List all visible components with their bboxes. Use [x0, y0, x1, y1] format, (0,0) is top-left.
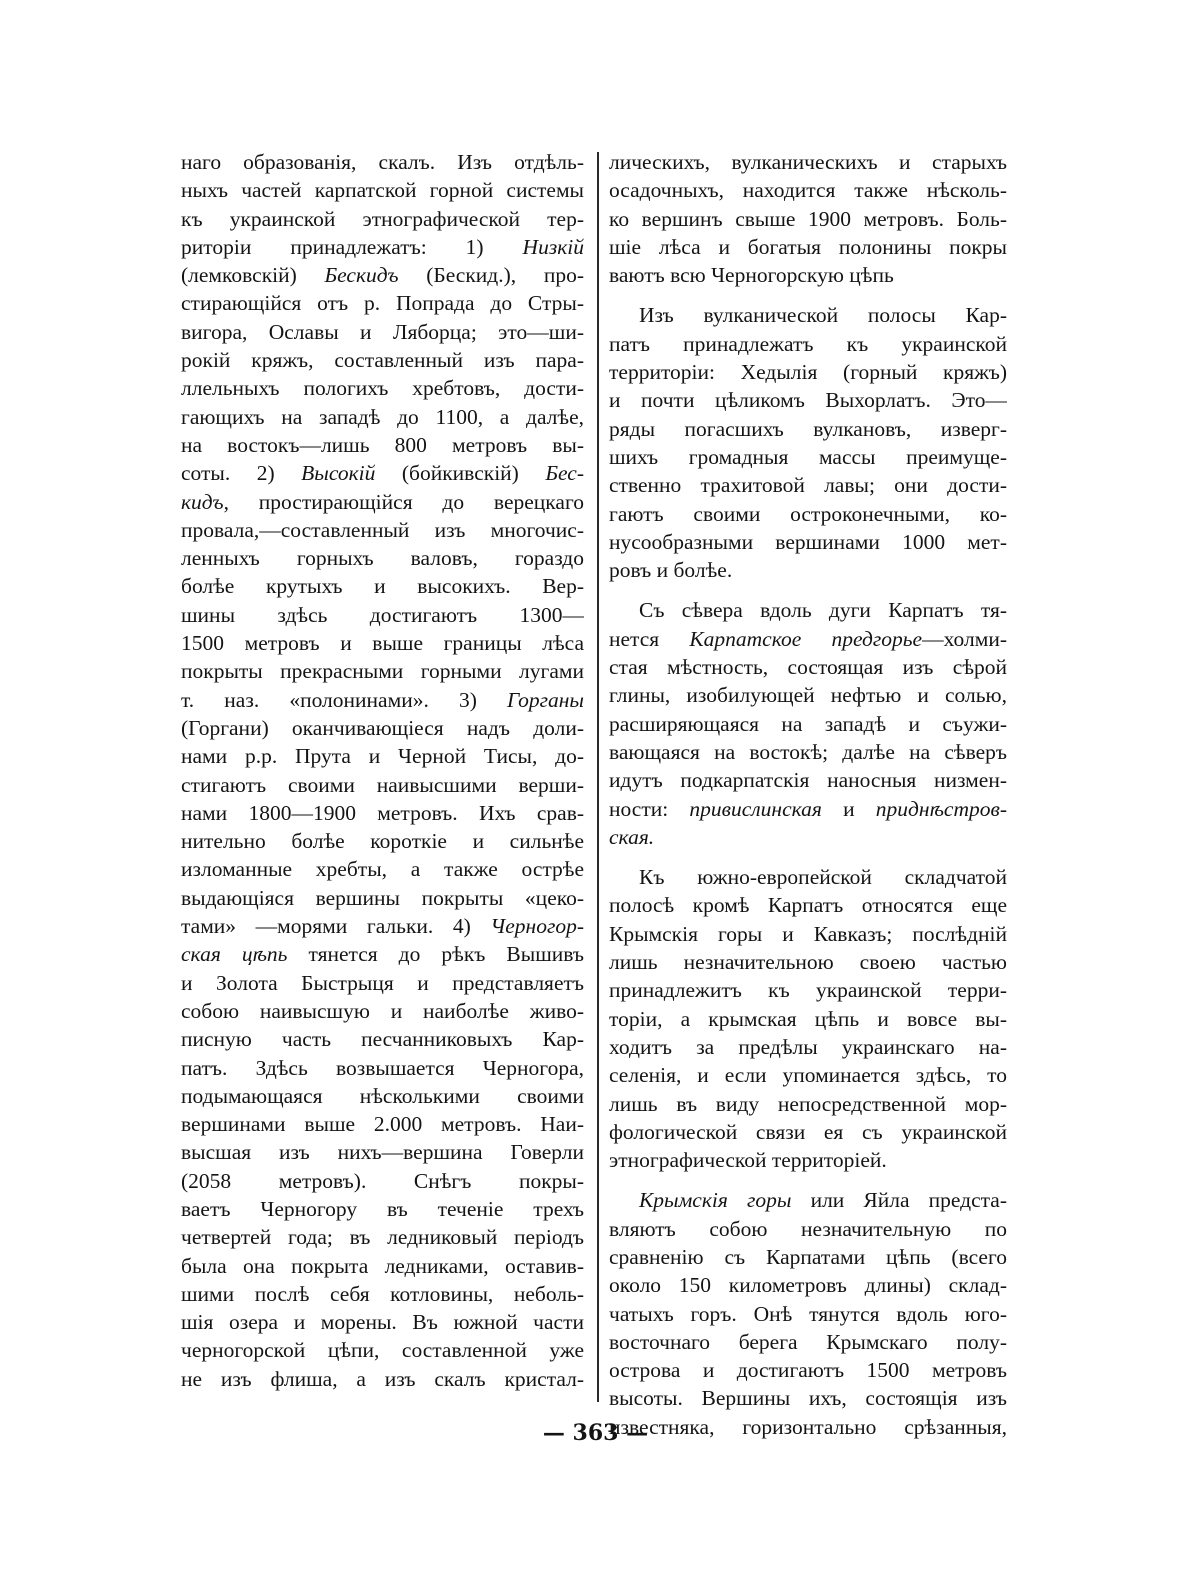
text-line: Къ южно-европейской складчатой [639, 865, 1007, 890]
right-text-column [609, 148, 1007, 1441]
text-line: выдающіяся вершины покрыты «цеко- [181, 885, 584, 910]
italic-term: Низкій [522, 234, 584, 259]
italic-term: Карпатское предгорье [689, 626, 923, 651]
text-run: или Яйла предста- [791, 1188, 1007, 1213]
text-line [181, 912, 584, 940]
left-text-column [181, 148, 584, 1393]
text-line: Изъ вулканической полосы Кар- [639, 303, 1007, 328]
text-line: шіе лѣса и богатыя полонины покры [609, 234, 1007, 259]
text-line: четвертей года; въ ледниковый періодъ [181, 1225, 584, 1250]
text-line: нусообразными вершинами 1000 мет- [609, 529, 1007, 554]
italic-term: приднѣстров- [875, 796, 1007, 821]
text-line: ко вершинъ свыше 1900 метровъ. Боль- [609, 206, 1007, 231]
text-line: ственно трахитовой лавы; они дости- [609, 473, 1007, 498]
text-line: Крымскія горы и Кавказъ; послѣдній [609, 921, 1007, 946]
text-line [609, 795, 1007, 823]
text-line: идутъ подкарпатскія наносныя низмен- [609, 768, 1007, 793]
italic-term: ская цѣпь [181, 942, 288, 967]
text-line: подымающаяся нѣсколькими своими [181, 1083, 584, 1108]
text-line: этнографической территоріей. [609, 1148, 887, 1173]
text-line: ллельныхъ пологихъ хребтовъ, дости- [181, 376, 584, 401]
text-run: (бойкивскій) [375, 461, 546, 486]
italic-term: привислинская [689, 796, 822, 821]
text-run: нется [609, 626, 690, 651]
text-line: принадлежитъ къ украинской терри- [609, 978, 1007, 1003]
text-line [181, 488, 584, 516]
text-run: и [821, 796, 876, 821]
text-line: покрыты прекрасными горными лугами [181, 659, 584, 684]
paragraph-gap [609, 851, 1007, 863]
column-divider [597, 152, 599, 1402]
text-line [181, 686, 584, 714]
text-line: 1500 метровъ и выше границы лѣса [181, 631, 584, 656]
text-run: ности: [609, 796, 690, 821]
text-line: вающаяся на востокѣ; далѣе на сѣверъ [609, 739, 1007, 764]
text-line: провала,—составленный изъ многочис- [181, 517, 584, 542]
paragraph-gap [609, 289, 1007, 301]
text-line: известняка, горизонтально срѣзанныя, [609, 1414, 1007, 1439]
text-line [181, 940, 584, 968]
text-line [609, 823, 1007, 851]
text-line: (2058 метровъ). Снѣгъ покры- [181, 1168, 584, 1193]
text-line: ныхъ частей карпатской горной системы [181, 178, 584, 203]
text-line [181, 261, 584, 289]
text-line: острова и достигаютъ 1500 метровъ [609, 1358, 1007, 1383]
text-line: гаютъ своими остроконечными, ко- [609, 501, 1007, 526]
text-run: (лемковскій) [181, 263, 325, 288]
text-line: высшая изъ нихъ—вершина Говерли [181, 1140, 584, 1165]
text-line: (Горгани) оканчивающіеся надъ доли- [181, 715, 584, 740]
text-run: соты. 2) [181, 461, 302, 486]
text-run: т. наз. «полонинами». 3) [181, 687, 508, 712]
text-line: торіи, а крымская цѣпь и вовсе вы- [609, 1006, 1007, 1031]
text-line: стигаютъ своими наивысшими верши- [181, 772, 584, 797]
italic-term: Черногор- [490, 914, 584, 939]
text-line: нительно болѣе короткіе и сильнѣе [181, 829, 584, 854]
text-line: патъ принадлежатъ къ украинской [609, 331, 1007, 356]
text-line [181, 233, 584, 261]
text-line: на востокъ—лишь 800 метровъ вы- [181, 432, 584, 457]
text-line: ходитъ за предѣлы украинскаго на- [609, 1034, 1007, 1059]
text-line: глины, изобилующей нефтью и солью, [609, 683, 1007, 708]
text-line: селенія, и если упоминается здѣсь, то [609, 1063, 1007, 1088]
text-line: вигора, Ославы и Ляборца; это—ши- [181, 319, 584, 344]
text-run: , простирающійся до верецкаго [223, 489, 584, 514]
italic-term: Высокій [301, 461, 376, 486]
text-line: шихъ громадныя массы преимуще- [609, 444, 1007, 469]
text-line: болѣе крутыхъ и высокихъ. Вер- [181, 574, 584, 599]
text-line: рокій кряжъ, составленный изъ пара- [181, 348, 584, 373]
italic-term: кидъ [181, 489, 224, 514]
text-line: ровъ и болѣе. [609, 558, 733, 583]
text-line [609, 625, 1007, 653]
text-line: лическихъ, вулканическихъ и старыхъ [609, 150, 1007, 174]
text-line: полосѣ кромѣ Карпатъ относятся еще [609, 893, 1007, 918]
text-line: лишь незначительною своею частью [609, 950, 1007, 975]
text-line: расширяющаяся на западѣ и съужи- [609, 711, 1007, 736]
text-run: тянется до рѣкъ Вышивъ [287, 942, 584, 967]
text-line: и почти цѣликомъ Выхорлатъ. Это— [609, 388, 1007, 413]
paragraph-gap [609, 1174, 1007, 1186]
text-line: нами р.р. Прута и Черной Тисы, до- [181, 744, 584, 769]
text-line: высоты. Вершины ихъ, состоящія изъ [609, 1386, 1007, 1411]
text-line: шины здѣсь достигаютъ 1300— [181, 602, 584, 627]
text-line [181, 459, 584, 487]
text-line: стая мѣстность, состоящая изъ сѣрой [609, 655, 1007, 680]
text-line: осадочныхъ, находится также нѣсколь- [609, 178, 1007, 203]
text-line: нами 1800—1900 метровъ. Ихъ срав- [181, 800, 584, 825]
text-line: гающихъ на западѣ до 1100, а далѣе, [181, 404, 584, 429]
text-line: чатыхъ горъ. Онѣ тянутся вдоль юго- [609, 1301, 1007, 1326]
text-line: лишь въ виду непосредственной мор- [609, 1091, 1007, 1116]
italic-term: Бескидъ [324, 263, 399, 288]
text-line [609, 1186, 1007, 1214]
text-line: восточнаго берега Крымскаго полу- [609, 1329, 1007, 1354]
text-line: была она покрыта ледниками, оставив- [181, 1253, 584, 1278]
text-line: Съ сѣвера вдоль дуги Карпатъ тя- [639, 598, 1007, 623]
text-run: (Бескид.), про- [398, 263, 584, 288]
text-line: наго образованія, скалъ. Изъ отдѣль- [181, 150, 584, 174]
text-line: писную часть песчанниковыхъ Кар- [181, 1027, 584, 1052]
text-run: тами» —морями гальки. 4) [181, 914, 491, 939]
text-line: около 150 километровъ длины) склад- [609, 1273, 1007, 1298]
page-number: — 363 — [542, 1420, 649, 1446]
text-line: сравненію съ Карпатами цѣпь (всего [609, 1244, 1007, 1269]
text-run: риторіи принадлежатъ: 1) [181, 234, 523, 259]
text-line: территоріи: Хедылія (горный кряжъ) [609, 360, 1007, 385]
text-line: не изъ флиша, а изъ скалъ кристал- [181, 1366, 584, 1391]
text-line: стирающійся отъ р. Попрада до Стры- [181, 291, 584, 316]
italic-term: ская. [609, 824, 655, 849]
text-line: изломанные хребты, а также острѣе [181, 857, 584, 882]
text-line: ваютъ всю Черногорскую цѣпь [609, 263, 894, 288]
text-line: ленныхъ горныхъ валовъ, гораздо [181, 546, 584, 571]
text-line: шія озера и морены. Въ южной части [181, 1310, 584, 1335]
text-line: шими послѣ себя котловины, неболь- [181, 1281, 584, 1306]
text-line: вершинами выше 2.000 метровъ. Наи- [181, 1112, 584, 1137]
italic-term: Бес- [545, 461, 584, 486]
text-run: —холми- [922, 626, 1007, 651]
text-line: вляютъ собою незначительную по [609, 1216, 1007, 1241]
text-line: фологической связи ея съ украинской [609, 1119, 1007, 1144]
paragraph-gap [609, 584, 1007, 596]
text-line: ваетъ Черногору въ теченіе трехъ [181, 1196, 584, 1221]
text-line: черногорской цѣпи, составленной уже [181, 1338, 584, 1363]
text-line: и Золота Быстрыця и представляетъ [181, 970, 584, 995]
italic-term: Горганы [507, 687, 584, 712]
text-line: собою наивысшую и наиболѣе живо- [181, 998, 584, 1023]
text-line: ряды погасшихъ вулкановъ, изверг- [609, 416, 1007, 441]
text-line: къ украинской этнографической тер- [181, 206, 584, 231]
italic-term: Крымскія горы [639, 1188, 792, 1213]
text-line: патъ. Здѣсь возвышается Черногора, [181, 1055, 584, 1080]
